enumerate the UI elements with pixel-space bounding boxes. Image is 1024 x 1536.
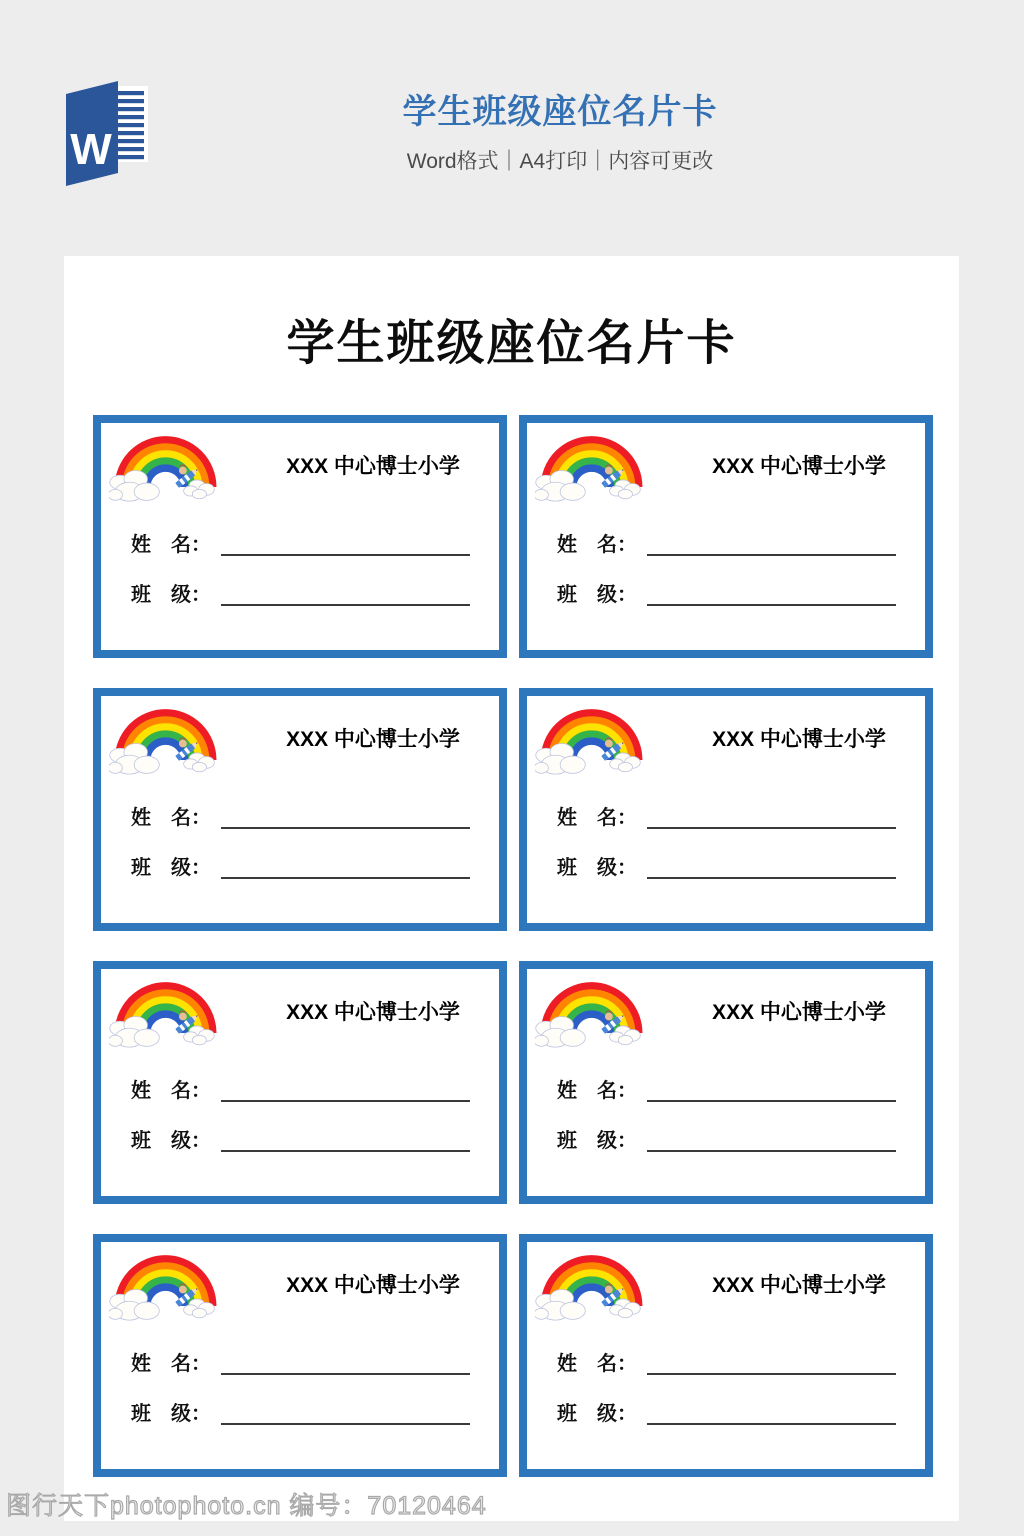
name-label: 姓 名： <box>131 1353 211 1375</box>
class-field-row <box>557 582 896 609</box>
rainbow-icon <box>535 1244 645 1324</box>
class-label: 班 级： <box>131 584 211 606</box>
name-field-row <box>557 1078 896 1105</box>
name-label: 姓 名： <box>131 807 211 829</box>
card-school-name: XXX 中心博士小学 <box>712 1001 886 1024</box>
name-field-row <box>131 532 470 559</box>
class-field-row <box>557 1128 896 1155</box>
class-underline <box>221 1423 470 1425</box>
listing-title: 学生班级座位名片卡 <box>402 93 718 131</box>
card-school-name: XXX 中心博士小学 <box>712 728 886 751</box>
class-field-row <box>557 855 896 882</box>
class-label: 班 级： <box>131 1130 211 1152</box>
class-underline <box>647 1150 896 1152</box>
rainbow-icon <box>109 971 219 1051</box>
seat-card <box>93 688 507 931</box>
card-grid <box>93 415 933 1477</box>
name-field-row <box>557 805 896 832</box>
class-label: 班 级： <box>557 1403 637 1425</box>
class-underline <box>647 1423 896 1425</box>
name-label: 姓 名： <box>557 534 637 556</box>
name-label: 姓 名： <box>131 1080 211 1102</box>
site-watermark: 图行天下photophoto.cn 编号：70120464 <box>6 1492 487 1520</box>
seat-card <box>519 688 933 931</box>
rainbow-icon <box>109 425 219 505</box>
name-underline <box>647 554 896 556</box>
class-underline <box>647 604 896 606</box>
name-underline <box>647 1373 896 1375</box>
card-school-name: XXX 中心博士小学 <box>712 1274 886 1297</box>
class-underline <box>221 1150 470 1152</box>
name-field-row <box>557 1351 896 1378</box>
class-field-row <box>131 1128 470 1155</box>
name-field-row <box>131 1351 470 1378</box>
class-underline <box>221 877 470 879</box>
name-label: 姓 名： <box>131 534 211 556</box>
document-title: 学生班级座位名片卡 <box>286 317 737 370</box>
rainbow-icon <box>109 1244 219 1324</box>
class-field-row <box>131 1401 470 1428</box>
header-text-block <box>320 90 800 176</box>
class-field-row <box>131 855 470 882</box>
seat-card <box>93 961 507 1204</box>
card-school-name: XXX 中心博士小学 <box>712 455 886 478</box>
name-label: 姓 名： <box>557 807 637 829</box>
rainbow-icon <box>535 425 645 505</box>
name-underline <box>221 827 470 829</box>
class-underline <box>221 604 470 606</box>
class-label: 班 级： <box>131 857 211 879</box>
class-label: 班 级： <box>557 1130 637 1152</box>
rainbow-icon <box>535 698 645 778</box>
card-school-name: XXX 中心博士小学 <box>286 455 460 478</box>
name-underline <box>221 1100 470 1102</box>
listing-subtitle: Word格式｜A4打印｜内容可更改 <box>406 150 714 173</box>
seat-card <box>93 415 507 658</box>
name-field-row <box>557 532 896 559</box>
name-label: 姓 名： <box>557 1080 637 1102</box>
class-field-row <box>131 582 470 609</box>
name-field-row <box>131 805 470 832</box>
name-label: 姓 名： <box>557 1353 637 1375</box>
class-field-row <box>557 1401 896 1428</box>
listing-header <box>0 0 1024 256</box>
seat-card <box>93 1234 507 1477</box>
seat-card <box>519 961 933 1204</box>
card-school-name: XXX 中心博士小学 <box>286 728 460 751</box>
rainbow-icon <box>109 698 219 778</box>
seat-card <box>519 415 933 658</box>
name-underline <box>221 554 470 556</box>
document-preview-page <box>64 256 959 1521</box>
word-letter: W <box>70 125 112 174</box>
name-underline <box>221 1373 470 1375</box>
word-file-icon <box>58 74 150 186</box>
card-school-name: XXX 中心博士小学 <box>286 1001 460 1024</box>
class-label: 班 级： <box>557 584 637 606</box>
name-underline <box>647 1100 896 1102</box>
class-label: 班 级： <box>131 1403 211 1425</box>
name-field-row <box>131 1078 470 1105</box>
name-underline <box>647 827 896 829</box>
rainbow-icon <box>535 971 645 1051</box>
card-school-name: XXX 中心博士小学 <box>286 1274 460 1297</box>
class-label: 班 级： <box>557 857 637 879</box>
class-underline <box>647 877 896 879</box>
seat-card <box>519 1234 933 1477</box>
